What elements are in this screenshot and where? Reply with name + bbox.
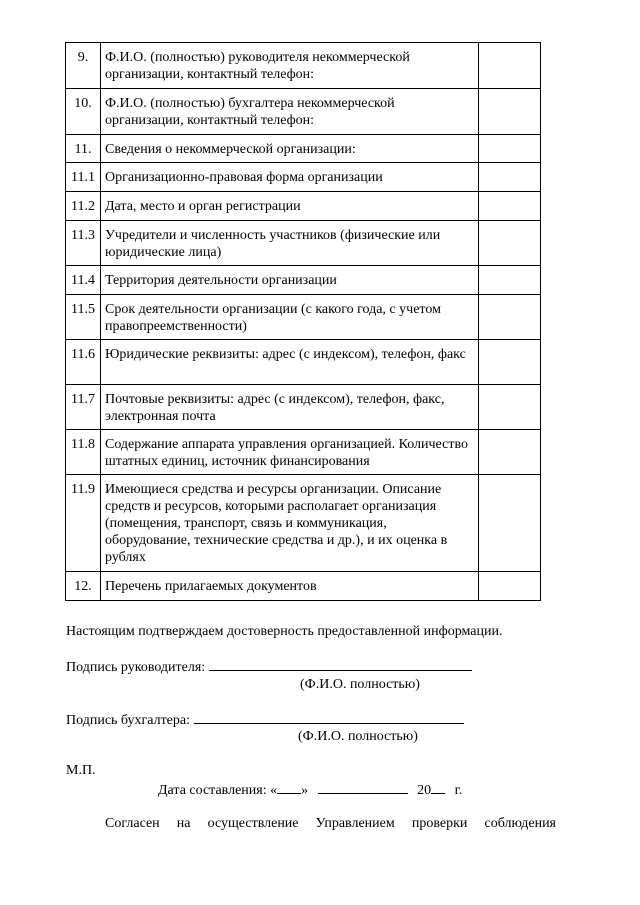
table-row xyxy=(66,572,541,601)
accountant-signature-hint: (Ф.И.О. полностью) xyxy=(298,729,418,744)
table-row xyxy=(66,266,541,295)
row-answer-cell[interactable] xyxy=(479,295,541,340)
row-number: 11.3 xyxy=(66,221,101,266)
consent-paragraph: Согласен на осуществление Управлением проверки соблюдения xyxy=(105,816,556,831)
row-answer-cell[interactable] xyxy=(479,475,541,572)
stamp-label: М.П. xyxy=(66,763,96,778)
row-number: 11.5 xyxy=(66,295,101,340)
confirm-statement: Настоящим подтверждаем достоверность предоставленной информации. xyxy=(66,624,503,639)
form-table xyxy=(65,42,541,601)
date-open-quote: « xyxy=(270,783,278,798)
row-answer-cell[interactable] xyxy=(479,340,541,385)
table-row xyxy=(66,340,541,385)
date-year-prefix: 20 xyxy=(417,783,432,798)
table-row xyxy=(66,89,541,135)
row-description: Юридические реквизиты: адрес (с индексом), телефон, факс xyxy=(101,340,479,385)
row-answer-cell[interactable] xyxy=(479,430,541,475)
table-row xyxy=(66,192,541,221)
row-description: Территория деятельности организации xyxy=(101,266,479,295)
row-answer-cell[interactable] xyxy=(479,221,541,266)
row-description: Перечень прилагаемых документов xyxy=(101,572,479,601)
row-number: 11.4 xyxy=(66,266,101,295)
row-answer-cell[interactable] xyxy=(479,163,541,192)
row-answer-cell[interactable] xyxy=(479,572,541,601)
row-number: 9. xyxy=(66,43,101,89)
row-answer-cell[interactable] xyxy=(479,135,541,163)
row-answer-cell[interactable] xyxy=(479,192,541,221)
row-answer-cell[interactable] xyxy=(479,385,541,430)
row-description: Имеющиеся средства и ресурсы организации. Описание средств и ресурсов, которыми располагает организация (помещения, транспорт, связь и коммуникация, оборудование, технические средства и др.), и их оценка в рублях xyxy=(101,475,479,572)
row-number: 12. xyxy=(66,572,101,601)
table-row xyxy=(66,135,541,163)
accountant-signature-field[interactable] xyxy=(194,710,464,724)
date-month-field[interactable] xyxy=(318,780,408,794)
table-row xyxy=(66,163,541,192)
row-description: Срок деятельности организации (с какого года, с учетом правопреемственности) xyxy=(101,295,479,340)
row-number: 11.2 xyxy=(66,192,101,221)
table-row xyxy=(66,430,541,475)
date-label: Дата составления: xyxy=(158,783,267,798)
row-number: 11. xyxy=(66,135,101,163)
head-signature-hint: (Ф.И.О. полностью) xyxy=(300,677,420,692)
head-signature-field[interactable] xyxy=(209,657,472,671)
row-number: 11.1 xyxy=(66,163,101,192)
row-number: 11.6 xyxy=(66,340,101,385)
form-table-body xyxy=(66,43,541,601)
accountant-signature-line xyxy=(66,710,464,729)
row-number: 11.9 xyxy=(66,475,101,572)
date-close-quote: » xyxy=(301,783,309,798)
row-description: Организационно-правовая форма организации xyxy=(101,163,479,192)
head-signature-label: Подпись руководителя: xyxy=(66,660,206,675)
row-description: Ф.И.О. (полностью) бухгалтера некоммерческой организации, контактный телефон: xyxy=(101,89,479,135)
date-year-suffix: г. xyxy=(454,783,463,798)
table-row xyxy=(66,385,541,430)
row-answer-cell[interactable] xyxy=(479,43,541,89)
date-day-field[interactable] xyxy=(277,780,301,794)
row-description: Ф.И.О. (полностью) руководителя некоммерческой организации, контактный телефон: xyxy=(101,43,479,89)
head-signature-line xyxy=(66,657,472,676)
date-year-field[interactable] xyxy=(431,780,445,794)
row-answer-cell[interactable] xyxy=(479,89,541,135)
row-number: 11.8 xyxy=(66,430,101,475)
row-number: 10. xyxy=(66,89,101,135)
accountant-signature-label: Подпись бухгалтера: xyxy=(66,713,191,728)
table-row xyxy=(66,221,541,266)
table-row xyxy=(66,475,541,572)
row-answer-cell[interactable] xyxy=(479,266,541,295)
row-description: Дата, место и орган регистрации xyxy=(101,192,479,221)
row-description: Сведения о некоммерческой организации: xyxy=(101,135,479,163)
date-line xyxy=(158,780,462,799)
row-description: Почтовые реквизиты: адрес (с индексом), телефон, факс, электронная почта xyxy=(101,385,479,430)
row-description: Учредители и численность участников (физические или юридические лица) xyxy=(101,221,479,266)
table-row xyxy=(66,43,541,89)
row-description: Содержание аппарата управления организацией. Количество штатных единиц, источник финансирования xyxy=(101,430,479,475)
table-row xyxy=(66,295,541,340)
row-number: 11.7 xyxy=(66,385,101,430)
